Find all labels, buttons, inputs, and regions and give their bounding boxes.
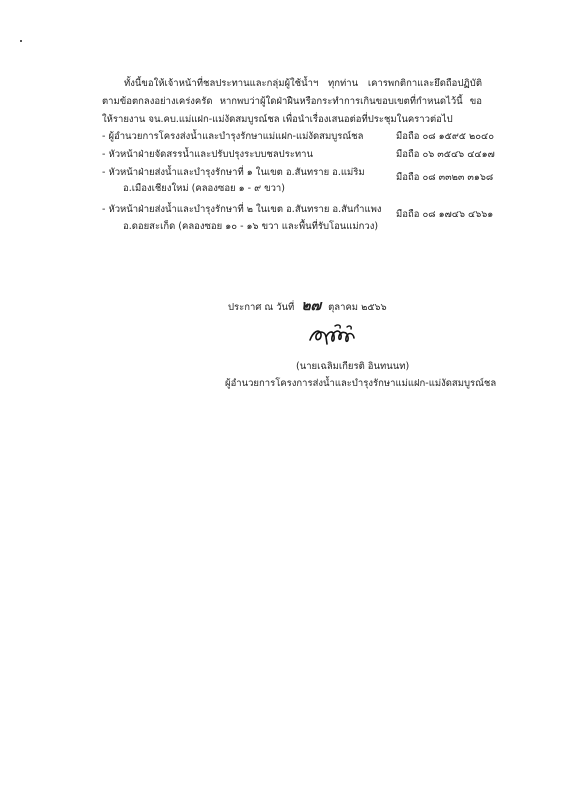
contact-row [0,201,566,237]
contact-phone: มือถือ ๐๖ ๓๕๔๖ ๔๔๑๗ [396,149,495,160]
contact-phone: มือถือ ๐๘ ๓๓๒๓ ๓๑๖๘ [396,172,494,183]
contact-row [0,164,566,200]
scan-mark [20,40,22,42]
signer-title: ผู้อำนวยการโครงการส่งน้ำและบำรุงรักษาแม่แฝก-แม่งัดสมบูรณ์ชล [225,378,497,389]
contact-name: - ผู้อำนวยการโครงส่งน้ำและบำรุงรักษาแม่แฝก-แม่งัดสมบูรณ์ชล [102,131,364,142]
date-prefix: ประกาศ ณ วันที่ [228,302,295,313]
contact-name: - หัวหน้าฝ่ายส่งน้ำและบำรุงรักษาที่ ๑ ในเขต อ.สันทราย อ.แม่ริม [102,167,365,178]
contact-phone: มือถือ ๐๘ ๑๗๔๖ ๔๖๖๑ [396,209,494,220]
signature-image [307,322,357,350]
contact-row [0,128,566,146]
contact-row [0,146,566,164]
contact-name-line2: อ.เมืองเชียงใหม่ (คลองซอย ๑ - ๙ ขวา) [123,183,285,194]
paragraph-text: ทั้งนี้ขอให้เจ้าหน้าที่ชลประทานและกลุ่มผู้ใช้น้ำฯ ทุกท่าน เคารพกติกาและยึดถือปฏิบัติตามข้อตกลงอย่างเคร่งครัด หากพบว่าผู้ใดฝ่าฝืนหรือกระทำการเกินขอบเขตที่กำหนดไว้นี้ ขอให้รายงาน จน.คบ.แม่แฝก-แม่งัดสมบูรณ์ชล เพื่อนำเรื่องเสนอต่อที่ประชุมในคราวต่อไป [102,78,482,125]
contact-name: - หัวหน้าฝ่ายจัดสรรน้ำและปรับปรุงระบบชลประทาน [102,149,314,160]
contact-name-line2: อ.ดอยสะเก็ด (คลองซอย ๑๐ - ๑๖ ขวา และพื้นที่รับโอนแม่กวง) [123,221,379,232]
announcement-date [228,297,387,317]
contact-phone: มือถือ ๐๘ ๑๕๙๕ ๒๐๔๐ [396,131,495,142]
body-paragraph [102,75,482,129]
date-suffix: ตุลาคม ๒๕๖๖ [328,302,387,313]
signer-name: (นายเฉลิมเกียรติ อินทนนท) [296,361,410,372]
contact-name: - หัวหน้าฝ่ายส่งน้ำและบำรุงรักษาที่ ๒ ในเขต อ.สันทราย อ.สันกำแพง [102,204,382,215]
date-day: ๒๗ [301,298,322,314]
